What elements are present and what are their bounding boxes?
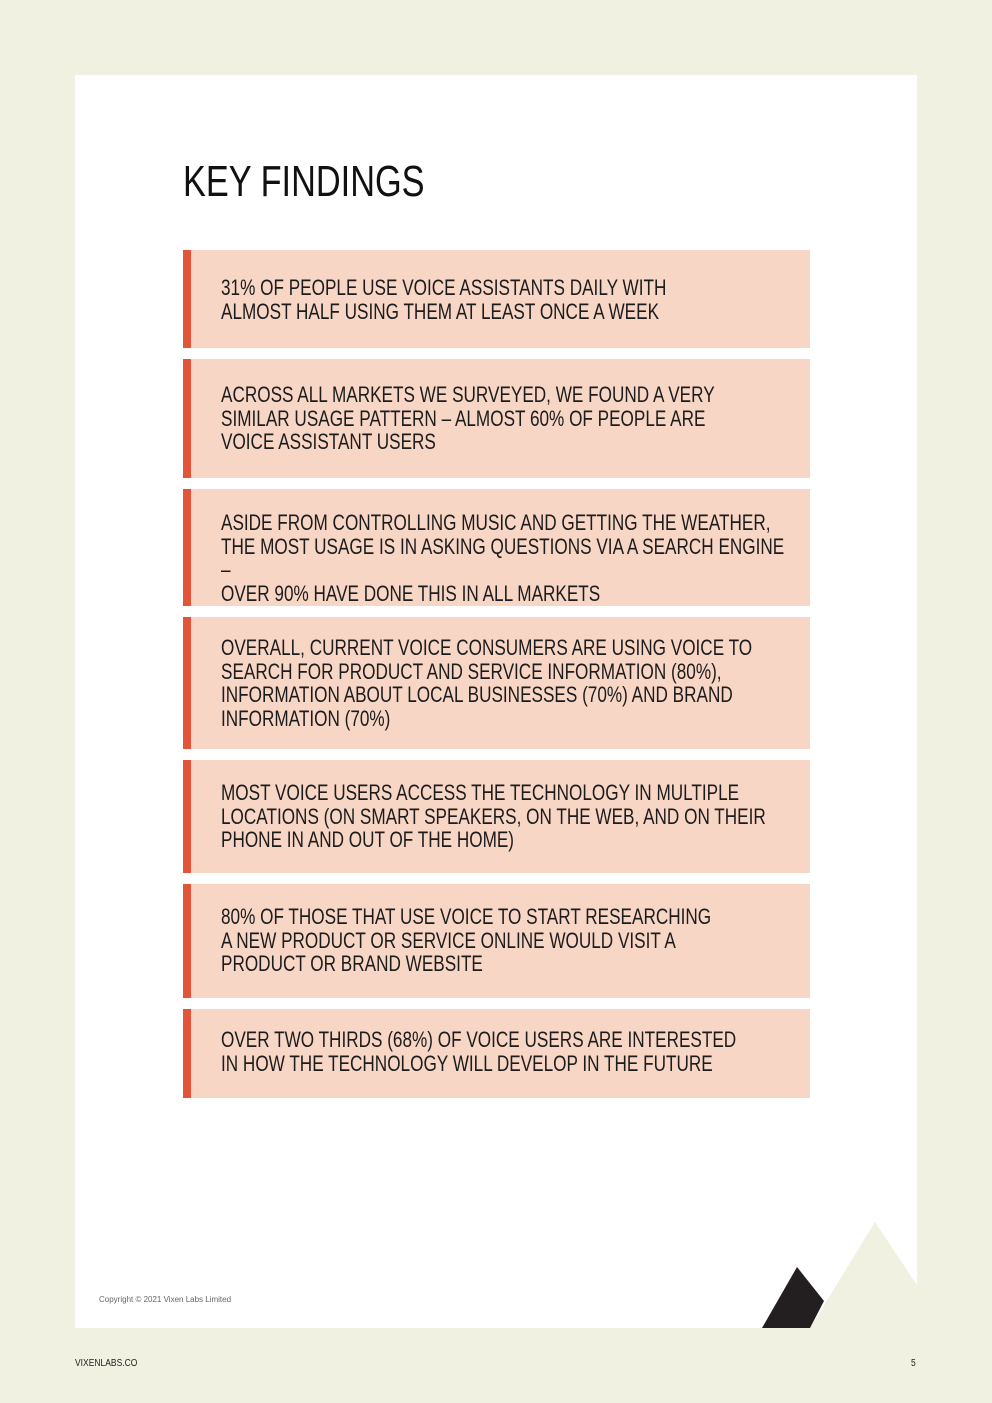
- light-triangle-shape: [810, 1222, 917, 1328]
- finding-text: 80% OF THOSE THAT USE VOICE TO START RESEARCHING A NEW PRODUCT OR SERVICE ONLINE WOULD VISIT A PRODUCT OR BRAND WEBSITE: [221, 904, 712, 976]
- finding-text: MOST VOICE USERS ACCESS THE TECHNOLOGY IN MULTIPLE LOCATIONS (ON SMART SPEAKERS, ON THE WEB, AND ON THEIR PHONE IN AND OUT OF THE HOME): [221, 780, 766, 852]
- page-card: [75, 75, 917, 1328]
- copyright-notice: Copyright © 2021 Vixen Labs Limited: [99, 1295, 232, 1304]
- finding-text: 31% OF PEOPLE USE VOICE ASSISTANTS DAILY WITH ALMOST HALF USING THEM AT LEAST ONCE A WEEK: [221, 275, 667, 324]
- page-title: KEY FINDINGS: [183, 157, 425, 206]
- footer-site-link[interactable]: VIXENLABS.CO: [75, 1358, 138, 1369]
- finding-text: ACROSS ALL MARKETS WE SURVEYED, WE FOUND A VERY SIMILAR USAGE PATTERN – ALMOST 60% OF PEOPLE ARE VOICE ASSISTANT USERS: [221, 382, 715, 454]
- finding-text: ASIDE FROM CONTROLLING MUSIC AND GETTING THE WEATHER, THE MOST USAGE IS IN ASKING QUESTIONS VIA A SEARCH ENGINE – OVER 90% HAVE DONE THIS IN ALL MARKETS: [221, 510, 785, 606]
- finding-text: OVER TWO THIRDS (68%) OF VOICE USERS ARE INTERESTED IN HOW THE TECHNOLOGY WILL DEVELOP IN THE FUTURE: [221, 1027, 737, 1076]
- triangle-decoration: [75, 75, 917, 1328]
- footer-page-number: 5: [911, 1358, 916, 1369]
- finding-text: OVERALL, CURRENT VOICE CONSUMERS ARE USING VOICE TO SEARCH FOR PRODUCT AND SERVICE INFORMATION (80%), INFORMATION ABOUT LOCAL BUSINESSES (70%) AND BRAND INFORMATION (70%): [221, 635, 753, 731]
- dark-triangle-shape: [762, 1267, 824, 1328]
